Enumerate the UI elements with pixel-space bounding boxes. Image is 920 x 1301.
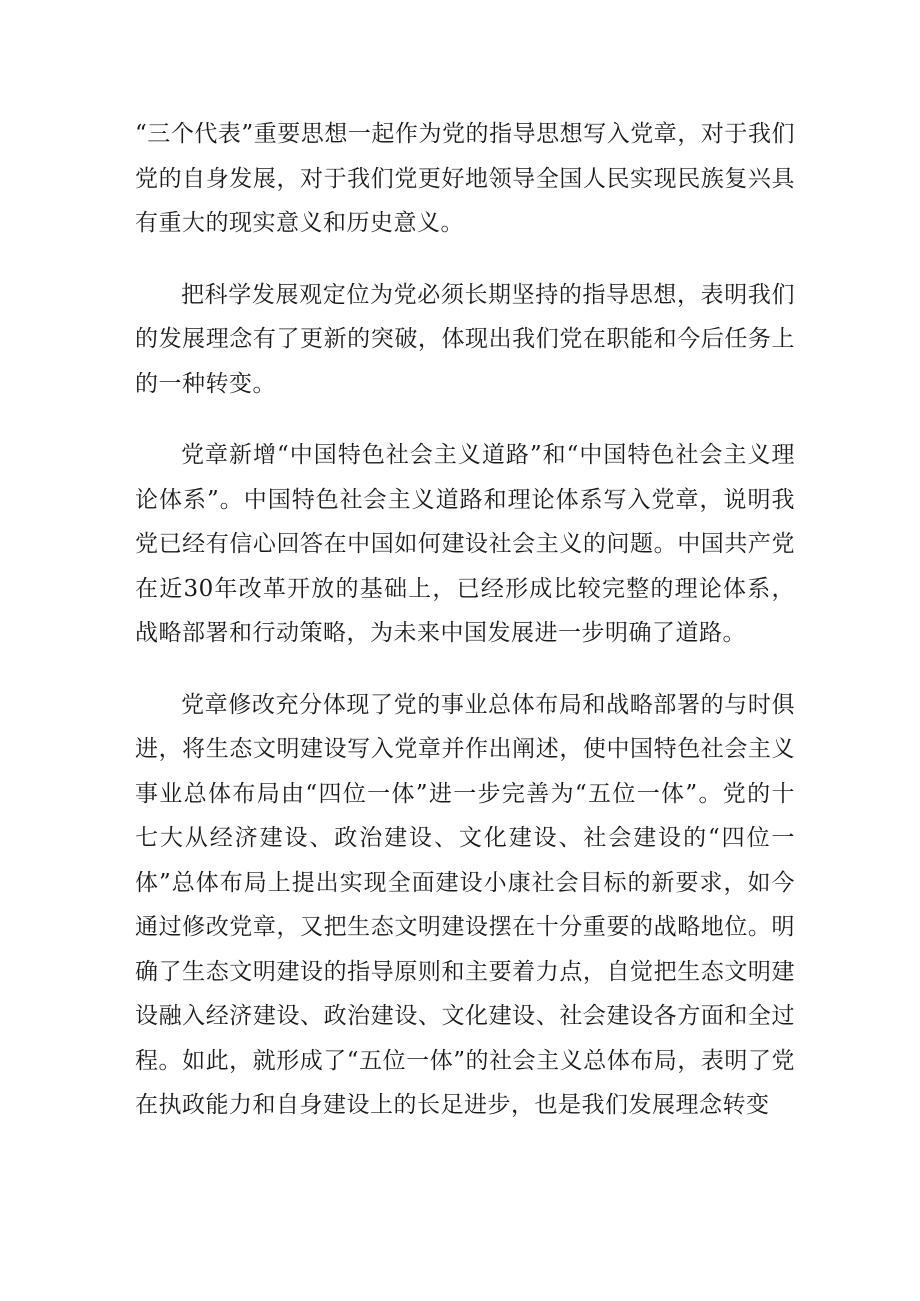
document-body [135, 112, 795, 1155]
paragraph-five-in-one: 党章修改充分体现了党的事业总体布局和战略部署的与时俱进，将生态文明建设写入党章并作出阐述，使中国特色社会主义事业总体布局由“四位一体”进一步完善为“五位一体”。党的十七大从经济建设、政治建设、文化建设、社会建设的“四位一体”总体布局上提出实现全面建设小康社会目标的新要求，如今通过修改党章，又把生态文明建设摆在十分重要的战略地位。明确了生态文明建设的指导原则和主要着力点，自觉把生态文明建设融入经济建设、政治建设、文化建设、社会建设各方面和全过程。如此，就形成了“五位一体”的社会主义总体布局，表明了党在执政能力和自身建设上的长足进步，也是我们发展理念转变 [135, 691, 795, 1118]
paragraph-scientific-outlook: 把科学发展观定位为党必须长期坚持的指导思想，表明我们的发展理念有了更新的突破，体现出我们党在职能和今后任务上的一种转变。 [135, 281, 795, 397]
paragraph-socialist-road: 党章新增“中国特色社会主义道路”和“中国特色社会主义理论体系”。中国特色社会主义道路和理论体系写入党章，说明我党已经有信心回答在中国如何建设社会主义的问题。中国共产党在近30年改革开放的基础上，已经形成比较完整的理论体系，战略部署和行动策略，为未来中国发展进一步明确了道路。 [135, 442, 795, 646]
paragraph-continued: “三个代表”重要思想一起作为党的指导思想写入党章，对于我们党的自身发展，对于我们党更好地领导全国人民实现民族复兴具有重大的现实意义和历史意义。 [135, 121, 795, 236]
